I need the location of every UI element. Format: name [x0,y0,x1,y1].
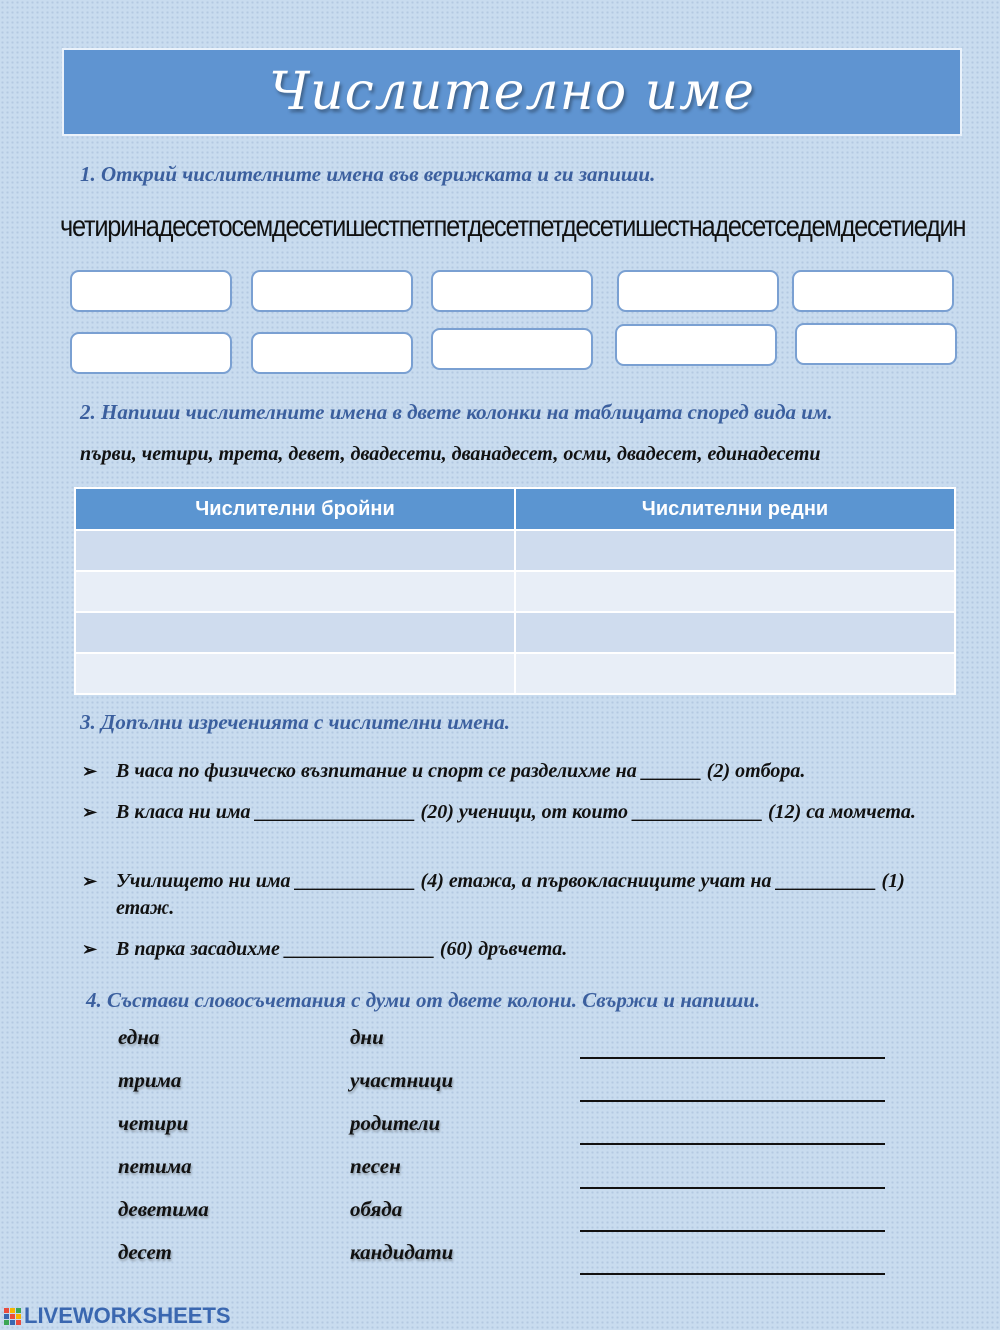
left-word: една [118,1025,160,1049]
answer-box-4[interactable] [617,270,779,312]
page-title: Числително име [268,62,756,122]
sentence-text: В парка засадихме _______________ (60) дръвчета. [116,938,568,960]
left-word: четири [118,1111,189,1135]
right-word: участници [350,1068,454,1092]
left-word: деветима [118,1197,209,1221]
right-word: кандидати [350,1240,454,1264]
col-header-ordinal: Числителни редни [515,488,955,530]
arrow-bullet-icon: ➢ [82,871,98,891]
task2-heading: 2. Напиши числителните имена в двете колонки на таблицата според вида им. [80,400,833,424]
number-chain: четиринадесетосемдесетишестпетпетдесетпетдесетишестнадесетседемдесетиедин [60,210,966,243]
table-cell[interactable] [515,530,955,571]
left-word: трима [118,1068,182,1092]
table-cell[interactable] [515,571,955,612]
liveworksheets-brand [4,1303,231,1329]
sentence-text: В часа по физическо възпитание и спорт се разделихме на ______ (2) отбора. [116,760,806,782]
answer-line-3[interactable] [580,1143,885,1145]
answer-line-5[interactable] [580,1230,885,1232]
answer-box-3[interactable] [431,270,593,312]
sentence-3 [82,868,962,922]
brand-name: LIVEWORKSHEETS [24,1303,231,1328]
answer-box-2[interactable] [251,270,413,312]
left-word: петима [118,1154,192,1178]
numerals-table [74,487,956,695]
answer-line-1[interactable] [580,1057,885,1059]
table-cell[interactable] [75,612,515,653]
col-header-cardinal: Числителни бройни [75,488,515,530]
table-cell[interactable] [75,571,515,612]
task3-heading: 3. Допълни изреченията с числителни имена. [80,710,511,734]
liveworksheets-logo-icon [4,1308,21,1325]
arrow-bullet-icon: ➢ [82,939,98,959]
answer-box-8[interactable] [431,328,593,370]
answer-box-1[interactable] [70,270,232,312]
right-word: дни [350,1025,384,1049]
table-cell[interactable] [515,612,955,653]
right-word: обяда [350,1197,403,1221]
table-cell[interactable] [515,653,955,694]
answer-line-4[interactable] [580,1187,885,1189]
title-banner [62,48,962,136]
answer-line-6[interactable] [580,1273,885,1275]
arrow-bullet-icon: ➢ [82,802,98,822]
sentence-text: В класа ни има ________________ (20) ученици, от които _____________ (12) са момчета. [116,801,916,823]
answer-box-10[interactable] [795,323,957,365]
sentence-text: Училището ни има ____________ (4) етажа, а първокласниците учат на __________ (1) етаж. [116,870,905,919]
table-cell[interactable] [75,653,515,694]
right-word: песен [350,1154,401,1178]
table-cell[interactable] [75,530,515,571]
answer-box-7[interactable] [251,332,413,374]
answer-line-2[interactable] [580,1100,885,1102]
answer-box-5[interactable] [792,270,954,312]
task1-heading: 1. Открий числителните имена във верижката и ги запиши. [80,162,656,186]
task4-heading: 4. Състави словосъчетания с думи от двете колони. Свържи и напиши. [86,988,761,1012]
arrow-bullet-icon: ➢ [82,761,98,781]
sentence-2 [82,799,962,826]
left-word: десет [118,1240,172,1264]
sentence-4 [82,936,962,963]
sentence-1 [82,758,962,785]
right-word: родители [350,1111,441,1135]
answer-box-9[interactable] [615,324,777,366]
answer-box-6[interactable] [70,332,232,374]
task2-word-list: първи, четири, трета, девет, двадесети, дванадесет, осми, двадесет, единадесети [80,443,821,465]
